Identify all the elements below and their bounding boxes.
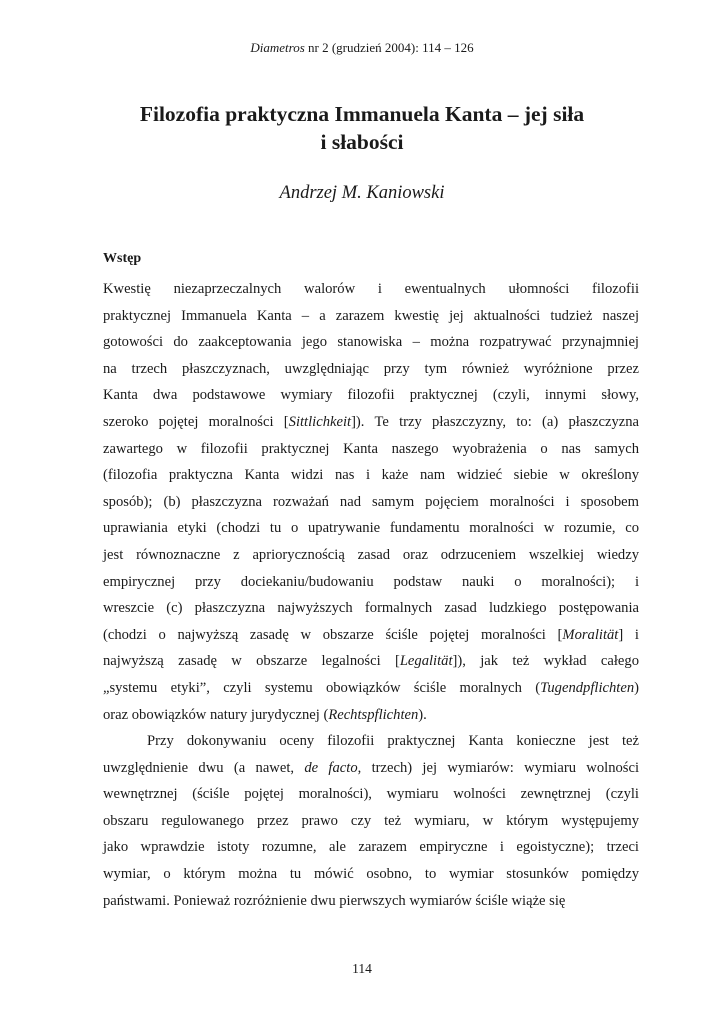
text-line xyxy=(103,888,639,915)
text-run: szeroko pojętej moralności [ xyxy=(103,413,289,430)
text-run: sposób); (b) płaszczyzna rozważań nad samym pojęciem moralności i sposobem xyxy=(103,493,639,510)
text-run: gotowości do zaakceptowania jego stanowiska – można rozpatrywać przynajmniej xyxy=(103,334,639,351)
text-run: jako wprawdzie istoty rozumne, ale zarazem empiryczne i egoistyczne); trzeci xyxy=(103,839,639,856)
italic-term: Legalität xyxy=(399,653,453,670)
text-line xyxy=(103,702,639,729)
text-line xyxy=(103,515,639,542)
journal-issue: nr 2 (grudzień 2004): 114 – 126 xyxy=(304,40,474,55)
journal-header xyxy=(0,40,724,56)
text-line xyxy=(103,622,639,649)
text-run: Kwestię niezaprzeczalnych walorów i ewentualnych ułomności filozofii xyxy=(103,281,639,297)
page-number: 114 xyxy=(352,961,372,976)
text-run: ). xyxy=(418,706,427,723)
text-line xyxy=(103,728,639,755)
text-line xyxy=(103,303,639,330)
text-run: oraz obowiązków natury jurydycznej ( xyxy=(103,706,329,723)
italic-term: Rechtspflichten xyxy=(328,706,419,723)
title-line-1: Filozofia praktyczna Immanuela Kanta – jej siła xyxy=(139,102,585,126)
text-run: wewnętrznej (ściśle pojętej moralności), wymiaru wolności zewnętrznej (czyli xyxy=(103,786,639,803)
text-run: uprawiania etyki (chodzi tu o upatrywanie fundamentu moralności w rozumie, co xyxy=(103,520,639,537)
text-run: (chodzi o najwyższą zasadę w obszarze ściśle pojętej moralności [ xyxy=(103,626,563,643)
text-line xyxy=(103,489,639,516)
section-heading: Wstęp xyxy=(103,251,142,266)
text-run: Kanta dwa podstawowe wymiary filozofii praktycznej (czyli, innymi słowy, xyxy=(103,387,639,404)
text-run: ) xyxy=(634,679,639,696)
body-text xyxy=(103,276,639,914)
text-run: ]). Te trzy płaszczyzny, to: (a) płaszczyzna xyxy=(351,413,639,430)
article-title xyxy=(100,100,624,156)
text-line xyxy=(103,542,639,569)
text-line xyxy=(103,356,639,383)
italic-term: Moralität xyxy=(562,626,619,643)
text-line xyxy=(103,595,639,622)
text-run: Przy dokonywaniu oceny filozofii praktycznej Kanta konieczne jest też xyxy=(147,733,639,750)
text-run: ]), jak też wykład całego xyxy=(452,653,639,670)
italic-term: Tugendpflichten xyxy=(540,679,635,696)
text-run: empirycznej przy dociekaniu/budowaniu podstaw nauki o moralności); i xyxy=(103,573,639,590)
text-run: zawartego w filozofii praktycznej Kanta naszego wyobrażenia o nas samych xyxy=(103,440,639,457)
text-run: na trzech płaszczyznach, uwzględniając przy tym również wyróżnione przez xyxy=(103,360,639,377)
text-line xyxy=(103,808,639,835)
text-run: uwzględnienie dwu (a nawet, xyxy=(103,759,305,776)
text-run: jest równoznaczne z apriorycznością zasad oraz odrzuceniem wszelkiej wiedzy xyxy=(103,546,639,563)
text-line xyxy=(103,436,639,463)
title-line-2: i słabości xyxy=(320,130,404,154)
text-line xyxy=(103,648,639,675)
text-run: praktycznej Immanuela Kanta – a zarazem kwestię jej aktualności tudzież naszej xyxy=(103,307,639,324)
author-name: Andrzej M. Kaniowski xyxy=(279,183,445,203)
paragraph-2 xyxy=(103,728,639,914)
text-line xyxy=(103,861,639,888)
text-line xyxy=(103,675,639,702)
text-line xyxy=(103,781,639,808)
text-run: ] i xyxy=(618,626,639,643)
text-run: , trzech) jej wymiarów: wymiaru wolności xyxy=(357,759,639,776)
paragraph-1 xyxy=(103,276,639,728)
text-run: (filozofia praktyczna Kanta widzi nas i każe nam widzieć siebie w określony xyxy=(103,467,639,484)
text-line xyxy=(103,834,639,861)
italic-term: de facto xyxy=(304,759,358,776)
text-run: wreszcie (c) płaszczyzna najwyższych formalnych zasad ludzkiego postępowania xyxy=(103,600,639,617)
text-line xyxy=(103,755,639,782)
text-run: najwyższą zasadę w obszarze legalności [ xyxy=(103,653,400,670)
text-run: obszaru regulowanego przez prawo czy też wymiaru, w którym występujemy xyxy=(103,812,639,829)
text-line xyxy=(103,462,639,489)
text-run: państwami. Ponieważ rozróżnienie dwu pierwszych wymiarów ściśle wiąże się xyxy=(103,892,566,909)
text-run: wymiar, o którym można tu mówić osobno, to wymiar stosunków pomiędzy xyxy=(103,866,639,883)
italic-term: Sittlichkeit xyxy=(288,413,352,430)
text-line xyxy=(103,276,639,303)
text-run: „systemu etyki”, czyli systemu obowiązków ściśle moralnych ( xyxy=(103,679,541,696)
text-line xyxy=(103,382,639,409)
text-line xyxy=(103,329,639,356)
journal-name: Diametros xyxy=(250,40,305,55)
text-line xyxy=(103,409,639,436)
text-line xyxy=(103,569,639,596)
